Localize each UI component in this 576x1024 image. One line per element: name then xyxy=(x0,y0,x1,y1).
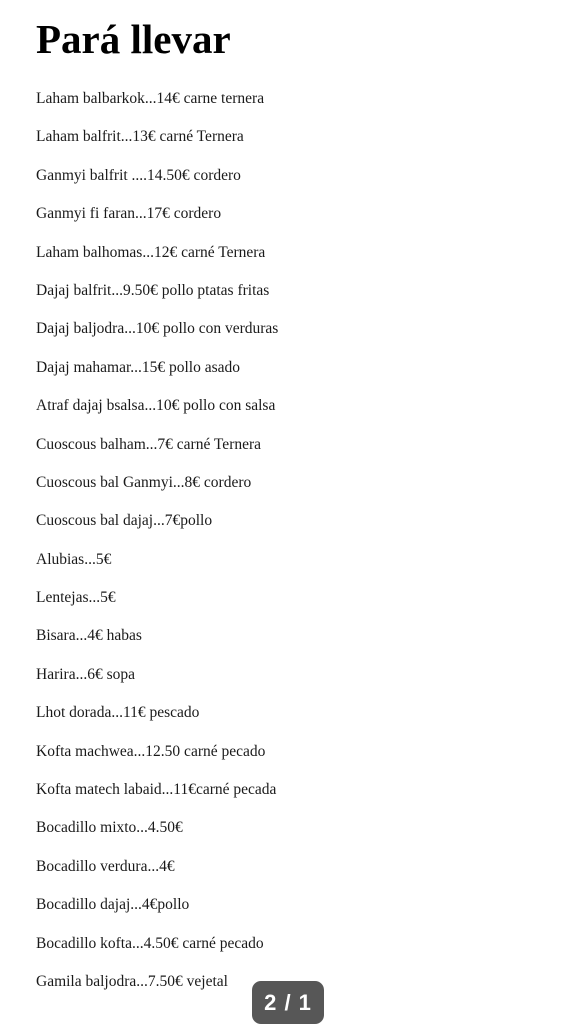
page-title: Pará llevar xyxy=(36,16,231,62)
menu-item: Cuoscous bal Ganmyi...8€ cordero xyxy=(36,473,252,491)
menu-item: Harira...6€ sopa xyxy=(36,665,135,683)
menu-item: Dajaj baljodra...10€ pollo con verduras xyxy=(36,320,279,338)
menu-item: Alubias...5€ xyxy=(36,550,112,568)
menu-item: Bocadillo dajaj...4€pollo xyxy=(36,896,190,914)
menu-item: Lentejas...5€ xyxy=(36,589,116,607)
menu-item: Bocadillo verdura...4€ xyxy=(36,857,175,875)
menu-item: Bisara...4€ habas xyxy=(36,627,142,645)
menu-item: Dajaj balfrit...9.50€ pollo ptatas fritas xyxy=(36,281,270,299)
menu-item: Dajaj mahamar...15€ pollo asado xyxy=(36,358,241,376)
menu-item: Cuoscous balham...7€ carné Ternera xyxy=(36,435,262,453)
menu-item: Gamila baljodra...7.50€ vejetal xyxy=(36,972,228,990)
menu-item: Bocadillo kofta...4.50€ carné pecado xyxy=(36,934,264,952)
menu-item: Cuoscous bal dajaj...7€pollo xyxy=(36,512,213,530)
menu-item: Lhot dorada...11€ pescado xyxy=(36,704,200,722)
page-indicator: 2 / 1 xyxy=(252,981,324,1024)
menu-item: Atraf dajaj bsalsa...10€ pollo con salsa xyxy=(36,397,276,415)
menu-item: Laham balfrit...13€ carné Ternera xyxy=(36,128,244,146)
menu-item: Laham balhomas...12€ carné Ternera xyxy=(36,243,266,261)
menu-item: Ganmyi fi faran...17€ cordero xyxy=(36,205,222,223)
menu-item: Kofta machwea...12.50 carné pecado xyxy=(36,742,266,760)
menu-item: Bocadillo mixto...4.50€ xyxy=(36,819,183,837)
menu-item: Laham balbarkok...14€ carne ternera xyxy=(36,90,265,107)
menu-item: Kofta matech labaid...11€carné pecada xyxy=(36,781,277,799)
menu-list xyxy=(36,86,278,1007)
menu-item: Ganmyi balfrit ....14.50€ cordero xyxy=(36,166,241,184)
